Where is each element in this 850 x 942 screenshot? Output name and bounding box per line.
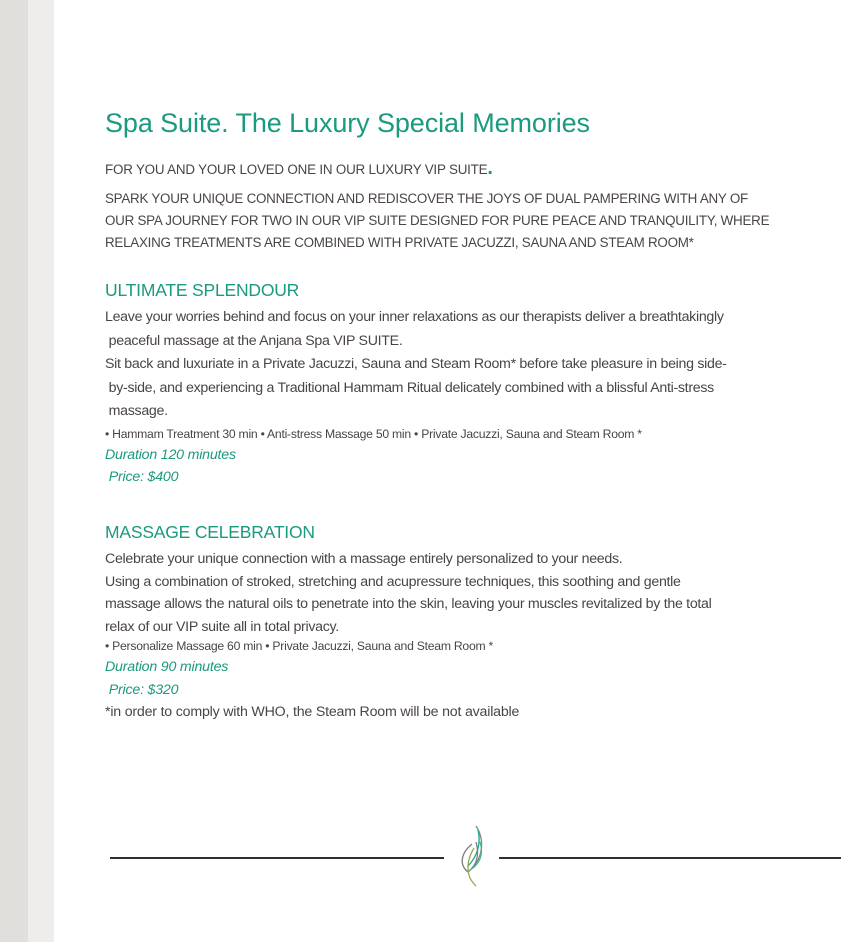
intro-line: OUR SPA JOURNEY FOR TWO IN OUR VIP SUITE DESIGNED FOR PURE PEACE AND TRANQUILITY, WHERE bbox=[105, 213, 770, 228]
package-items: • Personalize Massage 60 min • Private Jacuzzi, Sauna and Steam Room * bbox=[105, 639, 494, 653]
tagline-dot: . bbox=[487, 157, 493, 179]
divider-line-right bbox=[499, 857, 841, 859]
package-duration: Duration 90 minutes bbox=[105, 659, 229, 675]
divider-line-left bbox=[110, 857, 444, 859]
package-duration: Duration 120 minutes bbox=[105, 447, 236, 463]
package-title-massage-celebration: MASSAGE CELEBRATION bbox=[105, 522, 315, 542]
package-items: • Hammam Treatment 30 min • Anti-stress Massage 50 min • Private Jacuzzi, Sauna and Steam Room * bbox=[105, 427, 642, 441]
tagline-text: FOR YOU AND YOUR LOVED ONE IN OUR LUXURY VIP SUITE bbox=[105, 162, 488, 177]
package-price: Price: $320 bbox=[105, 682, 179, 698]
description-line: Sit back and luxuriate in a Private Jacuzzi, Sauna and Steam Room* before take pleasure in being side- bbox=[105, 356, 727, 372]
description-line: Leave your worries behind and focus on your inner relaxations as our therapists deliver a breathtakingly bbox=[105, 309, 724, 325]
package-price: Price: $400 bbox=[105, 469, 179, 485]
intro-line: SPARK YOUR UNIQUE CONNECTION AND REDISCOVER THE JOYS OF DUAL PAMPERING WITH ANY OF bbox=[105, 191, 748, 206]
intro-paragraph bbox=[105, 188, 825, 254]
package-description bbox=[105, 548, 825, 638]
page-title: Spa Suite. The Luxury Special Memories bbox=[105, 108, 590, 138]
description-line: Celebrate your unique connection with a massage entirely personalized to your needs. bbox=[105, 551, 623, 567]
package-description bbox=[105, 306, 825, 424]
description-line: peaceful massage at the Anjana Spa VIP SUITE. bbox=[105, 332, 403, 349]
footnote: *in order to comply with WHO, the Steam Room will be not available bbox=[105, 704, 520, 720]
description-line: massage allows the natural oils to penetrate into the skin, leaving your muscles revitalized by the total bbox=[105, 596, 712, 612]
description-line: massage. bbox=[105, 403, 168, 419]
left-margin-strip-dark bbox=[0, 0, 28, 942]
tagline bbox=[105, 157, 493, 179]
leaf-icon bbox=[454, 822, 494, 890]
package-title-ultimate-splendour: ULTIMATE SPLENDOUR bbox=[105, 280, 300, 300]
intro-line: RELAXING TREATMENTS ARE COMBINED WITH PRIVATE JACUZZI, SAUNA AND STEAM ROOM* bbox=[105, 235, 694, 250]
left-margin-strip-light bbox=[28, 0, 54, 942]
description-line: Using a combination of stroked, stretching and acupressure techniques, this soothing and gentle bbox=[105, 573, 681, 590]
description-line: by-side, and experiencing a Traditional Hammam Ritual delicately combined with a blissful Anti-stress bbox=[105, 379, 714, 396]
description-line: relax of our VIP suite all in total privacy. bbox=[105, 618, 339, 635]
